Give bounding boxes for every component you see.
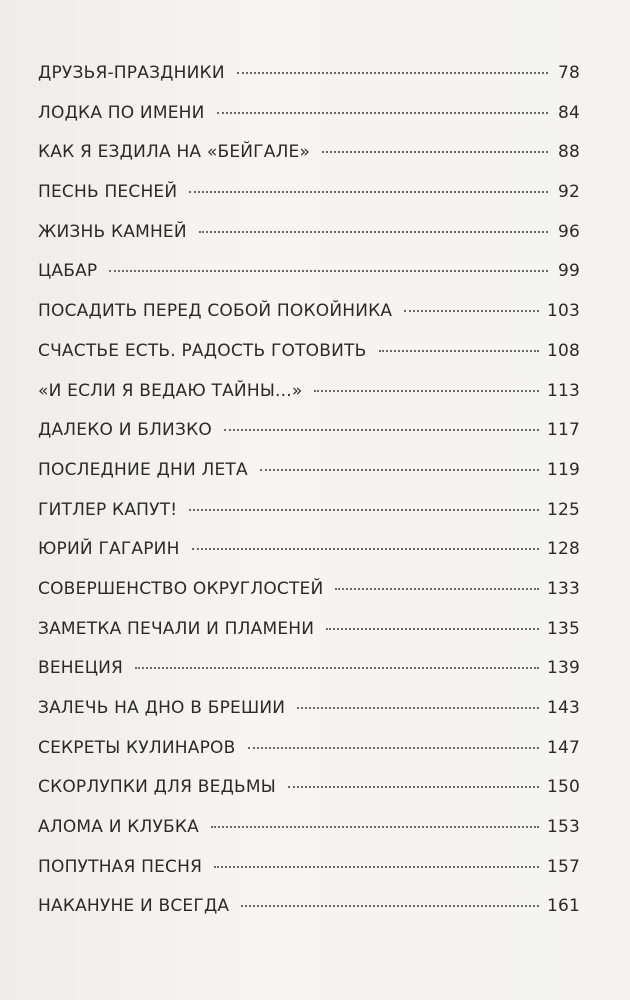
dot-leader <box>224 429 539 431</box>
toc-entry <box>38 619 580 659</box>
toc-entry <box>38 381 580 421</box>
toc-entry-page: 119 <box>546 459 580 480</box>
toc-entry-page: 96 <box>557 221 580 242</box>
dot-leader <box>248 747 539 749</box>
toc-entry-title: ДАЛЕКО И БЛИЗКО <box>38 420 212 441</box>
dot-leader <box>214 866 539 868</box>
dot-leader <box>217 112 548 114</box>
toc-entry <box>38 420 580 460</box>
toc-entry <box>38 182 580 222</box>
dot-leader <box>237 72 548 74</box>
toc-entry-title: ПОПУТНАЯ ПЕСНЯ <box>38 856 203 877</box>
toc-entry <box>38 579 580 619</box>
toc-entry-title: СОВЕРШЕНСТВО ОКРУГЛОСТЕЙ <box>38 578 324 599</box>
dot-leader <box>211 826 539 828</box>
toc-entry-page: 139 <box>546 658 580 679</box>
toc-entry-page: 117 <box>546 420 580 441</box>
toc-entry <box>38 698 580 738</box>
dot-leader <box>189 509 539 511</box>
dot-leader <box>288 786 539 788</box>
toc-entry-page: 125 <box>546 499 580 520</box>
toc-entry-title: АЛОМА И КЛУБКА <box>38 817 199 838</box>
toc-entry <box>38 261 580 301</box>
toc-entry <box>38 817 580 857</box>
dot-leader <box>314 390 538 392</box>
toc-entry <box>38 857 580 897</box>
dot-leader <box>404 310 539 312</box>
dot-leader <box>199 231 548 233</box>
toc-entry-page: 92 <box>557 182 580 203</box>
toc-entry-title: КАК Я ЕЗДИЛА НА «БЕЙГАЛЕ» <box>38 142 311 163</box>
toc-entry-page: 108 <box>546 340 580 361</box>
toc-entry-title: ПОСАДИТЬ ПЕРЕД СОБОЙ ПОКОЙНИКА <box>38 301 393 322</box>
toc-entry <box>38 539 580 579</box>
dot-leader <box>189 191 548 193</box>
toc-entry-page: 113 <box>546 380 580 401</box>
toc-entry <box>38 142 580 182</box>
toc-entry-page: 128 <box>546 539 580 560</box>
toc-entry-page: 161 <box>546 896 580 917</box>
table-of-contents <box>38 63 580 936</box>
toc-entry-title: ЛОДКА ПО ИМЕНИ <box>38 102 205 123</box>
dot-leader <box>135 667 539 669</box>
toc-entry-title: ЗАЛЕЧЬ НА ДНО В БРЕШИИ <box>38 698 286 718</box>
dot-leader <box>322 151 548 153</box>
dot-leader <box>335 588 539 590</box>
toc-entry-title: СЧАСТЬЕ ЕСТЬ. РАДОСТЬ ГОТОВИТЬ <box>38 340 367 361</box>
toc-entry-page: 150 <box>546 777 580 798</box>
toc-entry-title: ПЕСНЬ ПЕСНЕЙ <box>38 182 178 203</box>
toc-entry-title: ЗАМЕТКА ПЕЧАЛИ И ПЛАМЕНИ <box>38 618 315 639</box>
toc-entry <box>38 63 580 103</box>
toc-entry-title: ЮРИЙ ГАГАРИН <box>38 539 180 560</box>
toc-entry <box>38 738 580 778</box>
dot-leader <box>109 270 548 272</box>
toc-entry <box>38 103 580 143</box>
dot-leader <box>297 707 539 709</box>
toc-entry-page: 84 <box>557 102 580 123</box>
toc-entry-page: 78 <box>557 63 580 83</box>
toc-entry-title: НАКАНУНЕ И ВСЕГДА <box>38 896 230 917</box>
toc-entry-title: ЖИЗНЬ КАМНЕЙ <box>38 221 187 242</box>
toc-entry-page: 88 <box>557 142 580 163</box>
toc-entry-title: ДРУЗЬЯ-ПРАЗДНИКИ <box>38 63 225 83</box>
toc-entry <box>38 222 580 262</box>
toc-entry-title: ПОСЛЕДНИЕ ДНИ ЛЕТА <box>38 459 248 480</box>
toc-entry <box>38 301 580 341</box>
toc-entry-page: 147 <box>546 737 580 758</box>
toc-entry-title: СЕКРЕТЫ КУЛИНАРОВ <box>38 737 236 758</box>
toc-entry-page: 135 <box>546 618 580 639</box>
toc-entry <box>38 777 580 817</box>
toc-entry-title: ГИТЛЕР КАПУТ! <box>38 499 178 520</box>
toc-entry <box>38 896 580 936</box>
dot-leader <box>192 548 539 550</box>
toc-entry <box>38 658 580 698</box>
dot-leader <box>326 628 539 630</box>
toc-entry-page: 99 <box>557 261 580 282</box>
dot-leader <box>241 905 539 907</box>
toc-entry-page: 157 <box>546 856 580 877</box>
toc-entry <box>38 341 580 381</box>
toc-entry-title: «И ЕСЛИ Я ВЕДАЮ ТАЙНЫ...» <box>38 380 303 401</box>
toc-entry-page: 143 <box>546 698 580 718</box>
toc-entry-title: СКОРЛУПКИ ДЛЯ ВЕДЬМЫ <box>38 777 276 798</box>
toc-entry <box>38 500 580 540</box>
toc-entry <box>38 460 580 500</box>
dot-leader <box>379 350 539 352</box>
toc-entry-page: 153 <box>546 817 580 838</box>
toc-entry-title: ЦАБАР <box>38 261 98 282</box>
dot-leader <box>260 469 539 471</box>
toc-entry-title: ВЕНЕЦИЯ <box>38 658 124 679</box>
toc-entry-page: 133 <box>546 578 580 599</box>
toc-entry-page: 103 <box>546 301 580 322</box>
